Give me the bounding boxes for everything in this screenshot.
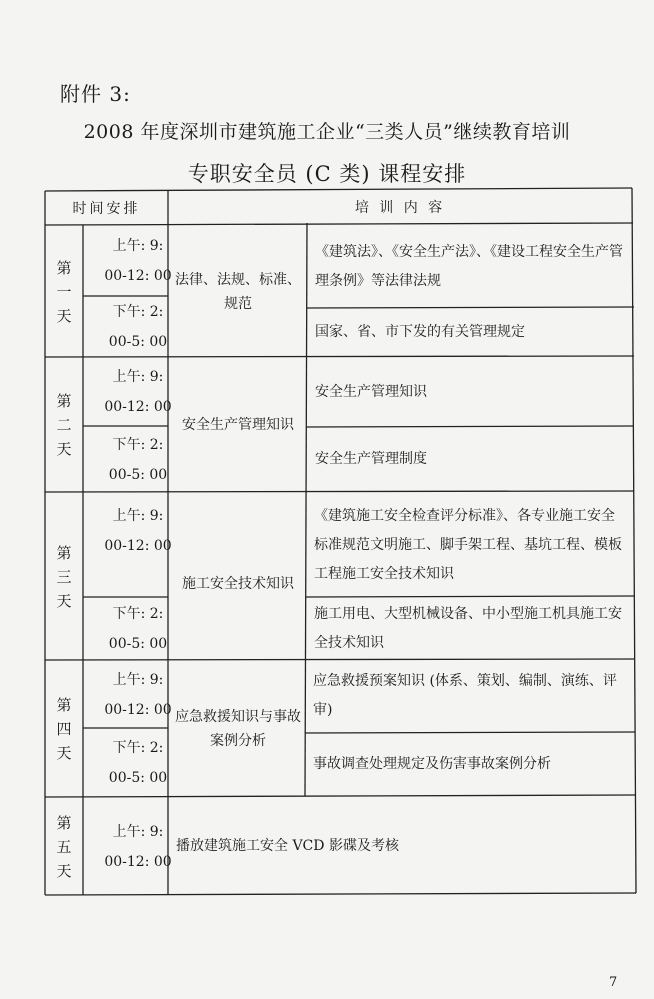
document-title: 2008 年度深圳市建筑施工企业“三类人员”继续教育培训 (83, 121, 571, 143)
time-pm: 下午: 2: 00-5: 00 (108, 740, 168, 786)
topic: 施工安全技术知识 (182, 575, 294, 592)
content-am: 《建筑施工安全检查评分标准》、各专业施工安全标准规范文明施工、脚手架工程、基坑工程、模板工程施工安全技术知识 (314, 507, 622, 582)
time-pm: 下午: 2: 00-5: 00 (108, 436, 168, 483)
time-am: 上午: 9: 00-12: 00 (104, 823, 172, 870)
attachment-label: 附件 3: (60, 82, 131, 106)
header-time: 时间安排 (72, 201, 141, 217)
time-pm: 下午: 2: 00-5: 00 (108, 606, 168, 652)
document-subtitle: 专职安全员 (C 类) 课程安排 (187, 162, 467, 186)
content-am: 《建筑法》、《安全生产法》、《建设工程安全生产管理条例》等法律法规 (315, 244, 623, 289)
content-am: 安全生产管理知识 (315, 383, 427, 400)
time-am: 上午: 9: 00-12: 00 (104, 238, 172, 284)
day-label: 第 三 天 (56, 543, 72, 610)
time-pm: 下午: 2: 00-5: 00 (108, 304, 168, 350)
content-pm: 施工用电、大型机械设备、中小型施工机具施工安全技术知识 (314, 605, 622, 651)
topic: 应急救援知识与事故案例分析 (175, 709, 301, 749)
day-label: 第 五 天 (56, 813, 72, 880)
content-am: 播放建筑施工安全 VCD 影碟及考核 (176, 838, 399, 854)
content-pm: 国家、省、市下发的有关管理规定 (315, 324, 525, 340)
content-am: 应急救援预案知识 (体系、策划、编制、演练、评审) (313, 673, 617, 718)
topic: 法律、法规、标准、规范 (175, 271, 301, 312)
day-label: 第 一 天 (56, 258, 72, 325)
page-number: 7 (609, 975, 618, 990)
time-am: 上午: 9: 00-12: 00 (104, 671, 172, 718)
content-pm: 安全生产管理制度 (315, 451, 427, 467)
header-content: 培 训 内 容 (354, 200, 446, 216)
time-am: 上午: 9: 00-12: 00 (104, 508, 172, 554)
content-pm: 事故调查处理规定及伤害事故案例分析 (313, 756, 551, 772)
time-am: 上午: 9: 00-12: 00 (104, 369, 172, 415)
topic: 安全生产管理知识 (182, 417, 294, 433)
day-label: 第 二 天 (56, 392, 72, 458)
day-label: 第 四 天 (56, 696, 72, 762)
